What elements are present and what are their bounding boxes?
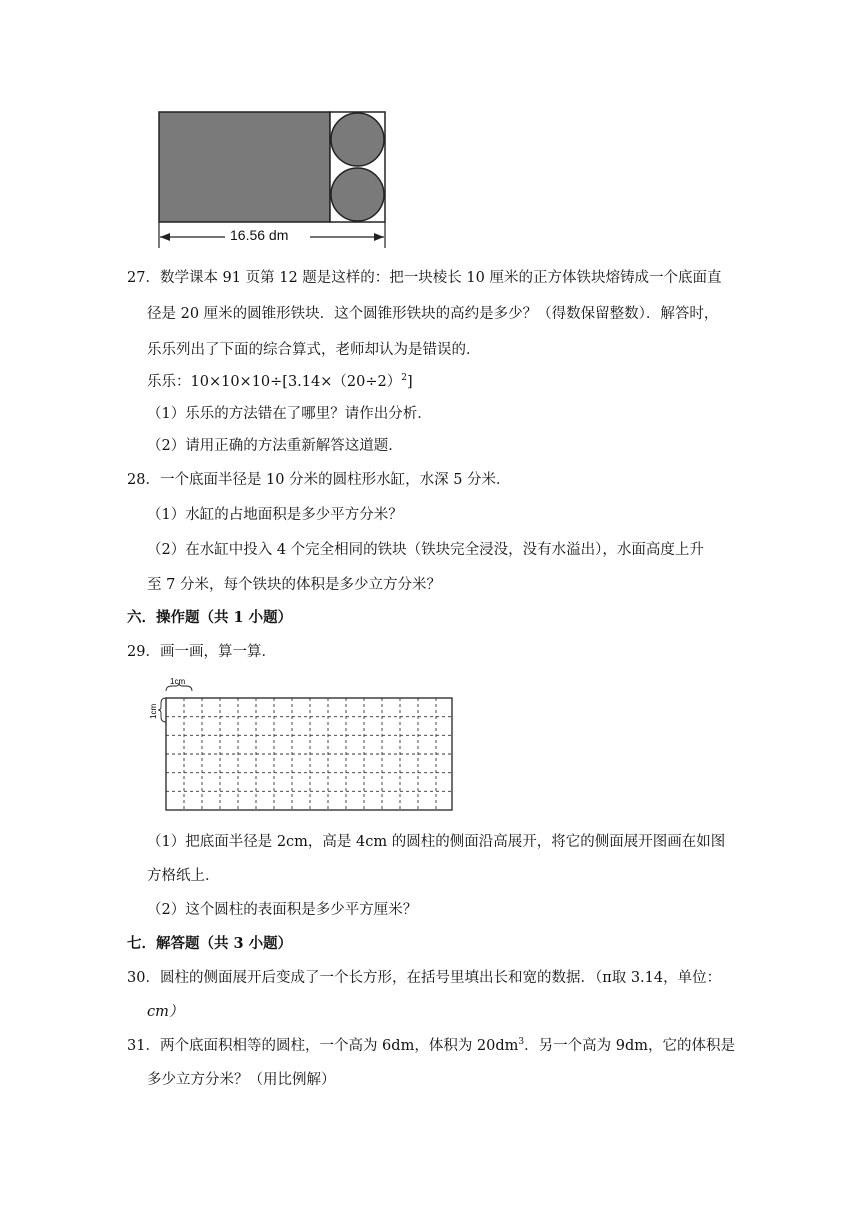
section7-title: 七．解答题（共 3 小题） [127, 935, 293, 952]
grid-paper-figure [148, 675, 463, 815]
q27-line1: 27．数学课本 91 页第 12 题是这样的：把一块棱长 10 厘米的正方体铁块熔铸成一个底面直 [127, 270, 722, 286]
q29-line1: 29．画一画，算一算． [127, 644, 276, 660]
grid-unit-label: 1cm [170, 677, 186, 686]
q27-sub1: （1）乐乐的方法错在了哪里？请作出分析． [147, 406, 432, 422]
q27-line2: 径是 20 厘米的圆锥形铁块．这个圆锥形铁块的高约是多少？（得数保留整数）．解答时， [147, 306, 719, 322]
q30-line2: cm） [147, 1004, 184, 1020]
q28-line1: 28．一个底面半径是 10 分米的圆柱形水缸，水深 5 分米． [127, 472, 511, 488]
shaded-rectangle [159, 112, 330, 222]
unit-brace-side [158, 698, 166, 722]
q31-line1: 31．两个底面积相等的圆柱，一个高为 6dm，体积为 $20dm^3$．另一个高为 9dm，它的体积是 [127, 1037, 736, 1054]
dimension-label: 16.56 dm [230, 227, 289, 243]
q28-sub2-line2: 至 7 分米，每个铁块的体积是多少立方分米？ [147, 577, 441, 593]
q28-sub2-line1: （2）在水缸中投入 4 个完全相同的铁块（铁块完全浸没，没有水溢出），水面高度上升 [147, 542, 704, 558]
arrow-right-icon [374, 233, 384, 241]
q27-formula: 乐乐：$10\times 10\times 10\div[3.14\times(20\div 2)^2]$ [147, 373, 413, 390]
q27-sub2: （2）请用正确的方法重新解答这道题． [147, 438, 403, 454]
q28-sub1: （1）水缸的占地面积是多少平方分米？ [147, 507, 403, 523]
bottom-circle [331, 168, 384, 221]
q31-line2: 多少立方分米？（用比例解） [147, 1072, 336, 1088]
top-circle [331, 113, 384, 166]
q29-sub1-line1: （1）把底面半径是 2cm，高是 4cm 的圆柱的侧面沿高展开，将它的侧面展开图画在如图 [147, 834, 726, 850]
grid-unit-label-side: 1cm [149, 703, 158, 719]
section6-title: 六．操作题（共 1 小题） [127, 609, 293, 626]
q29-sub2: （2）这个圆柱的表面积是多少平方厘米？ [147, 902, 418, 918]
q30-line1: 30．圆柱的侧面展开后变成了一个长方形，在括号里填出长和宽的数据．（π取 3.14，单位： [127, 970, 722, 986]
q29-sub1-line2: 方格纸上． [147, 868, 220, 884]
q27-line3: 乐乐列出了下面的综合算式，老师却认为是错误的． [147, 342, 481, 358]
arrow-left-icon [160, 233, 170, 241]
